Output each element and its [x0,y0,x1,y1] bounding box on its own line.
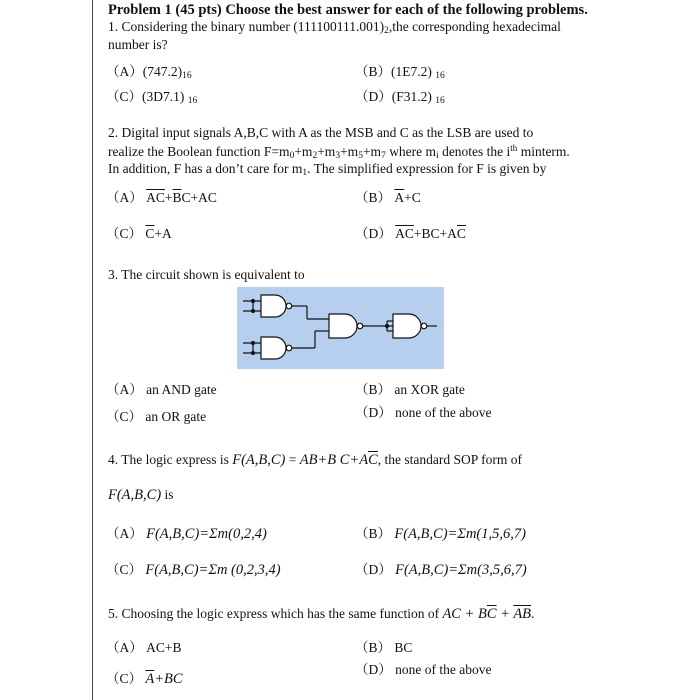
q3-option-d[interactable]: （D） none of the above [355,405,492,420]
q3-option-c[interactable]: （C） an OR gate [106,409,207,424]
q2-option-d[interactable]: （D） $\overline{AC}+BC+A\overline{C}$ [355,226,466,241]
q3-question: 3. The circuit shown is equivalent to [108,267,305,282]
nand-circuit-diagram [237,287,444,369]
q4-option-c[interactable]: （C） F(A,B,C)=Σm (0,2,3,4) [106,562,281,578]
nand-gate-4-icon [393,314,437,338]
q2-option-a[interactable]: （A） $\overline{AC}+\overline{B}C+AC$ [106,190,217,205]
q1-line2: number is? [108,37,168,52]
q4-line1: 4. The logic express is F(A,B,C) = AB+B $C+A\overline{C}$, the standard SOP form of [108,452,522,468]
q5-option-d[interactable]: （D） none of the above [355,662,492,677]
q1-option-b[interactable]: （B）(1E7.2) $_{16}$ [355,64,445,81]
q2-line1: 2. Digital input signals A,B,C with A as the MSB and C as the LSB are used to [108,125,534,140]
q1-option-c[interactable]: （C）(3D7.1) $_{16}$ [106,89,198,106]
q3-option-b[interactable]: （B） an XOR gate [355,382,465,397]
q4-line2: F(A,B,C) is [108,487,174,503]
q2-option-b[interactable]: （B） $\overline{A}+C$ [355,190,421,205]
q2-line2: realize the Boolean function $F=m_0+m_2+m_3+m_5+m_7$ where $m_i$ denotes the $i^{th}$ minterm. [108,143,570,161]
q4-option-a[interactable]: （A） F(A,B,C)=Σm(0,2,4) [106,526,267,542]
q4-option-d[interactable]: （D） F(A,B,C)=Σm(3,5,6,7) [355,562,527,578]
q1-option-d[interactable]: （D）(F31.2) $_{16}$ [355,89,445,106]
q5-option-a[interactable]: （A） AC+B [106,640,182,655]
nand-gate-2-icon [243,331,329,359]
q2-line3: In addition, F has a don’t care for $m_1$. The simplified expression for F is given by [108,161,547,178]
q1-option-a[interactable]: $(A)(747.2)_{16}$ [106,64,192,81]
q5-question: 5. Choosing the logic express which has the same function of AC + $B\overline{C} + \overline{AB}$. [108,606,535,622]
q5-option-b[interactable]: （B） BC [355,640,413,655]
q1-line1: 1. Considering the binary number $(111100111.001)_2,the$ corresponding hexadecimal [108,19,561,36]
q4-option-b[interactable]: （B） F(A,B,C)=Σm(1,5,6,7) [355,526,526,542]
nand-gate-3-icon [329,314,393,338]
q5-option-c[interactable]: （C） $\overline{A}+BC$ [106,671,183,687]
q3-option-a[interactable]: （A） an AND gate [106,382,217,397]
circuit-svg [237,287,444,369]
problem-heading: Problem 1 (45 pts) Choose the best answer for each of the following problems. [108,2,588,18]
q2-option-c[interactable]: （C） $\overline{C}+A$ [106,226,172,241]
nand-gate-1-icon [243,295,329,319]
